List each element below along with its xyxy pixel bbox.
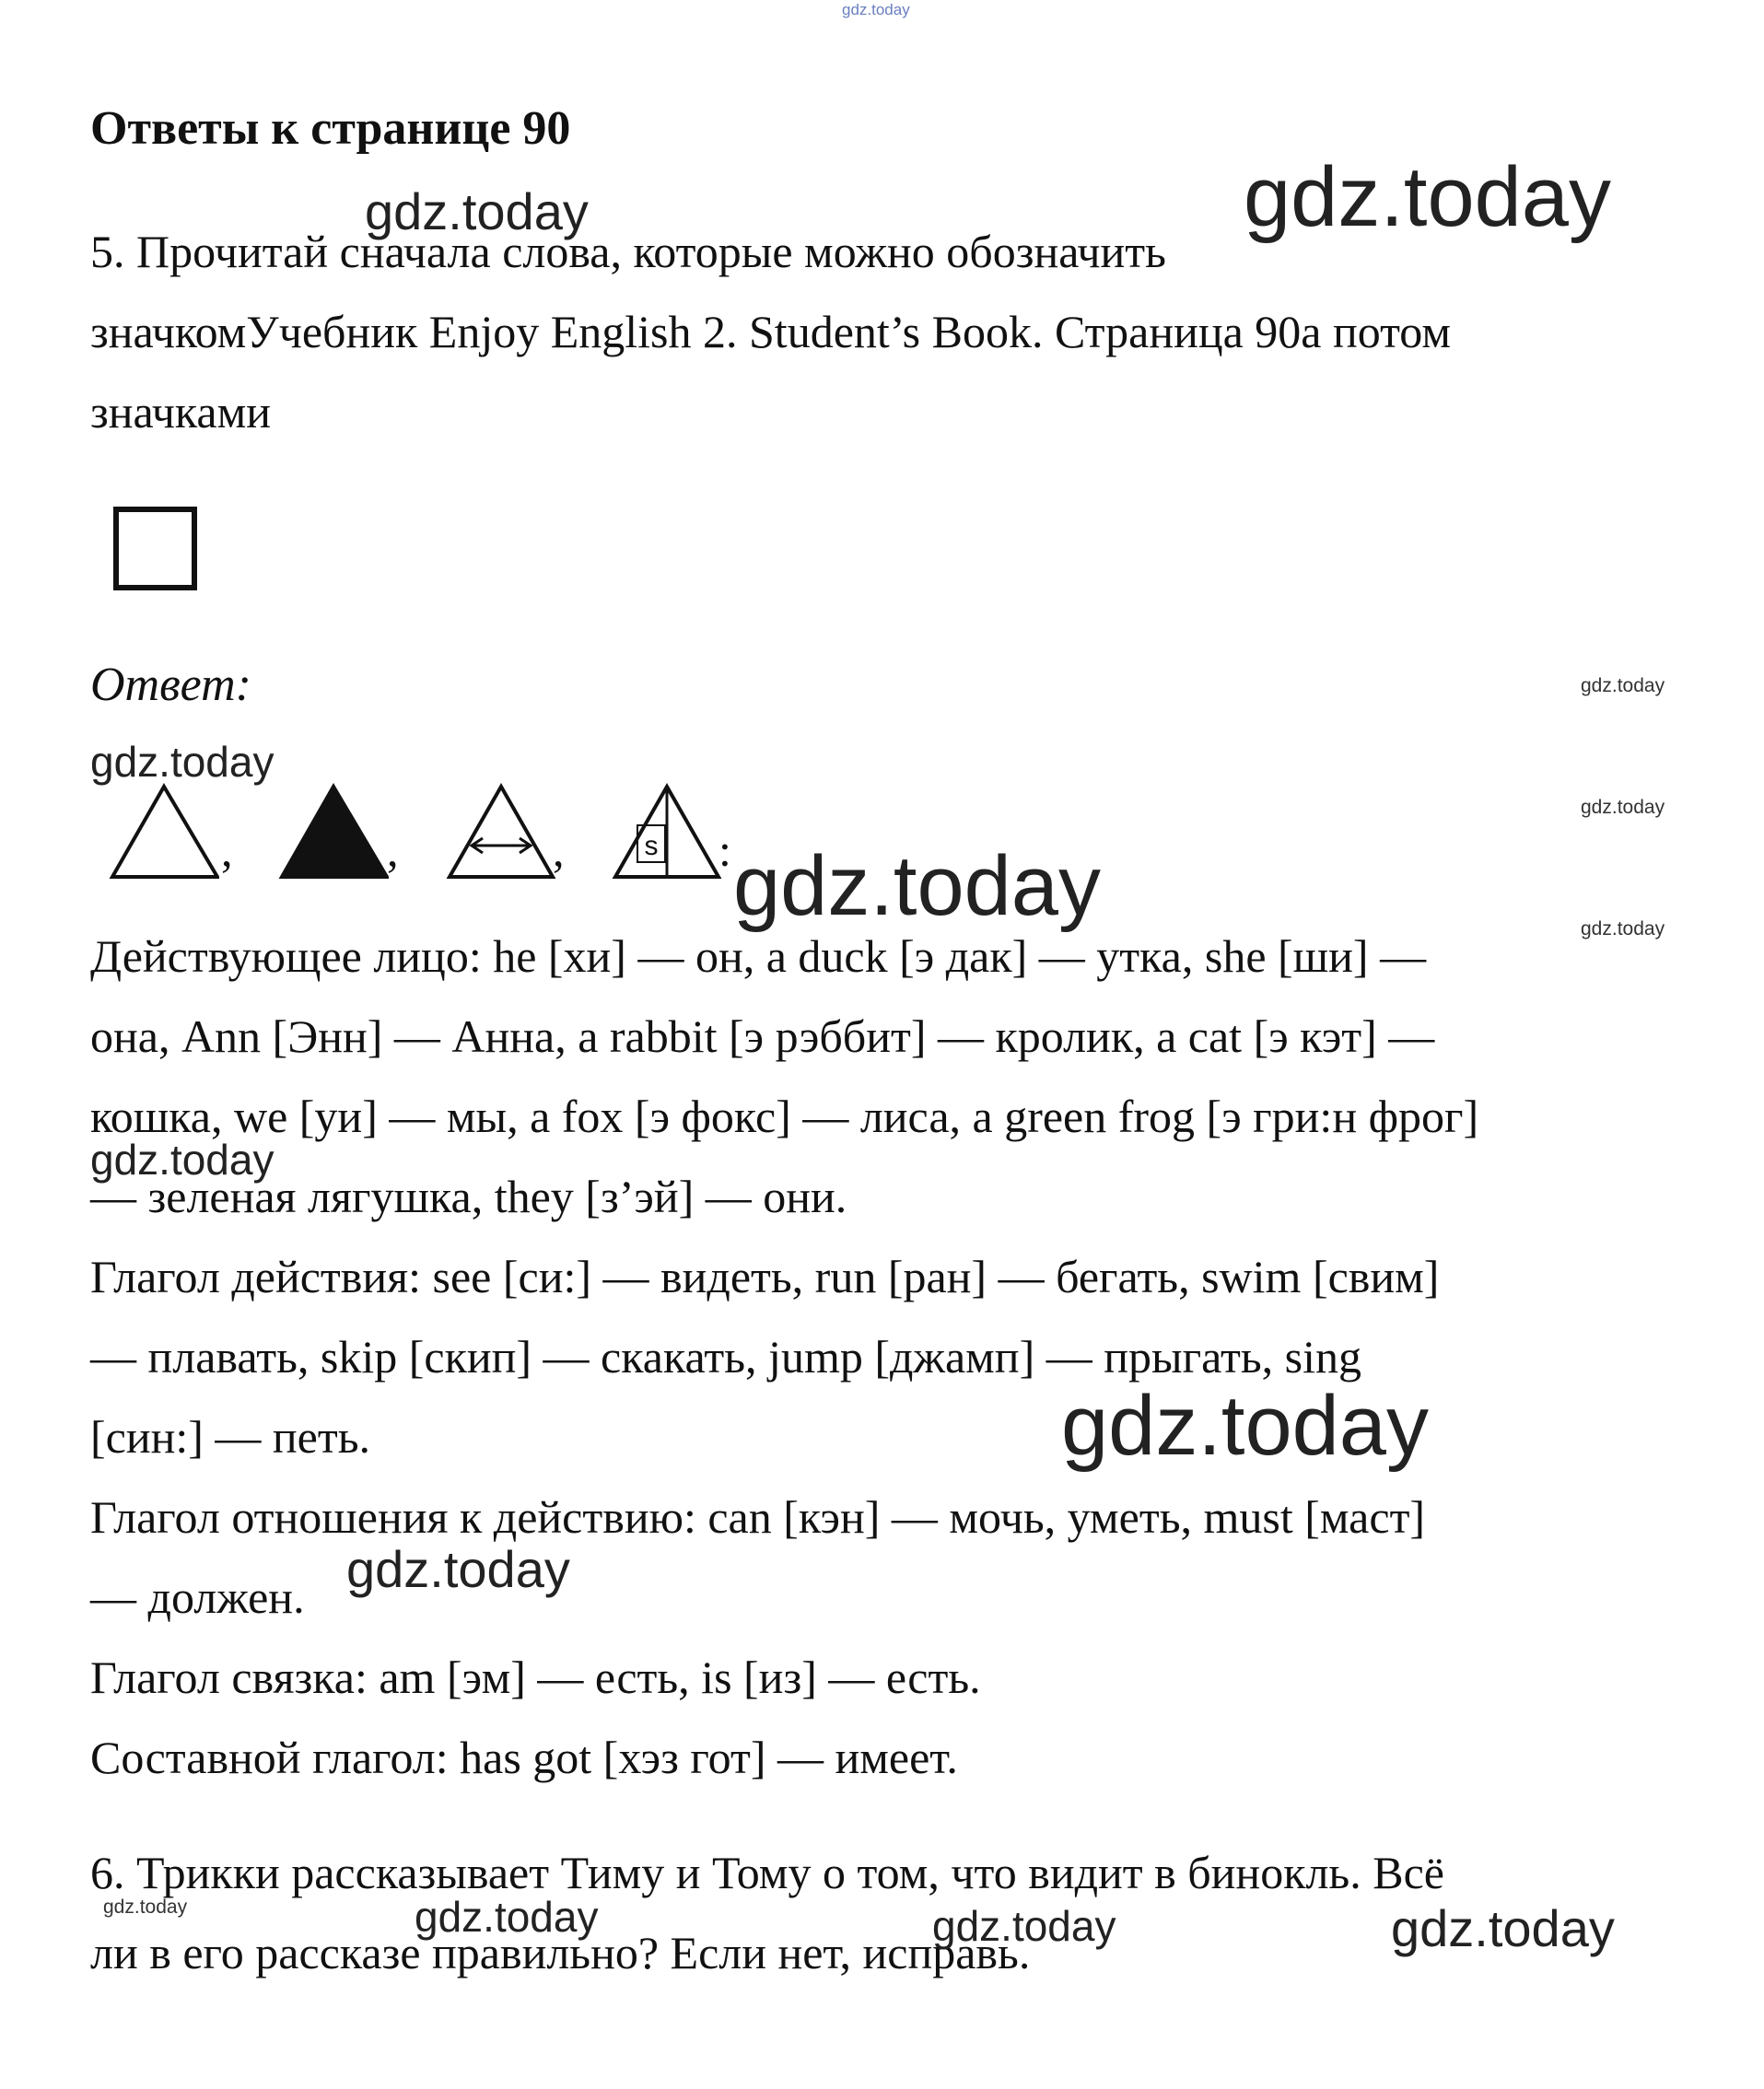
answer-line-8: Глагол отношения к действию: can [кэн] — мочь, уметь, must [маст] xyxy=(90,1491,1426,1543)
watermark: gdz.today xyxy=(90,738,275,786)
answer-line-5: Глагол действия: see [си:] — видеть, run [ран] — бегать, swim [свим] xyxy=(90,1251,1440,1302)
watermark: gdz.today xyxy=(365,182,589,240)
triangle-s-letter: s xyxy=(644,831,659,861)
watermark: gdz.today xyxy=(733,839,1101,933)
task5-line-3: значками xyxy=(90,386,271,438)
watermark: gdz.today xyxy=(1581,918,1665,939)
task5-line-1: 5. Прочитай сначала слова, которые можно обозначить xyxy=(90,226,1166,277)
triangle-filled-icon xyxy=(278,781,389,882)
separator-2: , xyxy=(387,824,399,876)
answer-line-1: Действующее лицо: he [хи] — он, a duck [э дак] — утка, she [ши] — xyxy=(90,930,1427,982)
watermark: gdz.today xyxy=(1581,797,1665,818)
watermark: gdz.today xyxy=(1244,150,1611,244)
page-title: Ответы к странице 90 xyxy=(90,102,571,155)
watermark: gdz.today xyxy=(1061,1379,1429,1473)
watermark-top: gdz.today xyxy=(842,1,910,18)
task6-line-2: ли в его рассказе правильно? Если нет, исправь. xyxy=(90,1927,1031,1978)
answer-line-2: она, Ann [Энн] — Анна, a rabbit [э рэббит] — кролик, a cat [э кэт] — xyxy=(90,1010,1435,1062)
watermark: gdz.today xyxy=(1391,1899,1615,1957)
task5-line-2: значкомУчебник Enjoy English 2. Student’s Book. Страница 90а потом xyxy=(90,306,1451,357)
answer-line-9: — должен. xyxy=(90,1571,305,1623)
answer-line-10: Глагол связка: am [эм] — есть, is [из] — есть. xyxy=(90,1651,981,1703)
separator-4: : xyxy=(718,824,731,876)
watermark: gdz.today xyxy=(415,1893,599,1941)
answer-line-7: [син:] — петь. xyxy=(90,1411,371,1463)
answer-line-3: кошка, we [уи] — мы, a fox [э фокс] — лиса, a green frog [э гри:н фрог] xyxy=(90,1091,1479,1142)
triangle-s-icon xyxy=(612,781,722,882)
watermark: gdz.today xyxy=(103,1896,188,1918)
answer-line-6: — плавать, skip [скип] — скакать, jump [джамп] — прыгать, sing xyxy=(90,1331,1361,1383)
watermark: gdz.today xyxy=(932,1902,1116,1950)
watermark: gdz.today xyxy=(90,1136,275,1184)
watermark: gdz.today xyxy=(346,1540,570,1598)
separator-3: , xyxy=(553,824,565,876)
separator-1: , xyxy=(221,824,233,876)
answer-line-11: Составной глагол: has got [хэз гот] — имеет. xyxy=(90,1732,958,1783)
triangle-arrow-icon xyxy=(446,781,556,882)
watermark: gdz.today xyxy=(1581,675,1665,696)
triangle-outline-icon xyxy=(109,781,219,882)
task6-line-1: 6. Трикки рассказывает Тиму и Тому о том, что видит в бинокль. Всё xyxy=(90,1847,1444,1898)
answer-line-4: — зеленая лягушка, they [з’эй] — они. xyxy=(90,1171,847,1222)
answer-label: Ответ: xyxy=(90,659,251,711)
square-icon xyxy=(99,496,201,597)
